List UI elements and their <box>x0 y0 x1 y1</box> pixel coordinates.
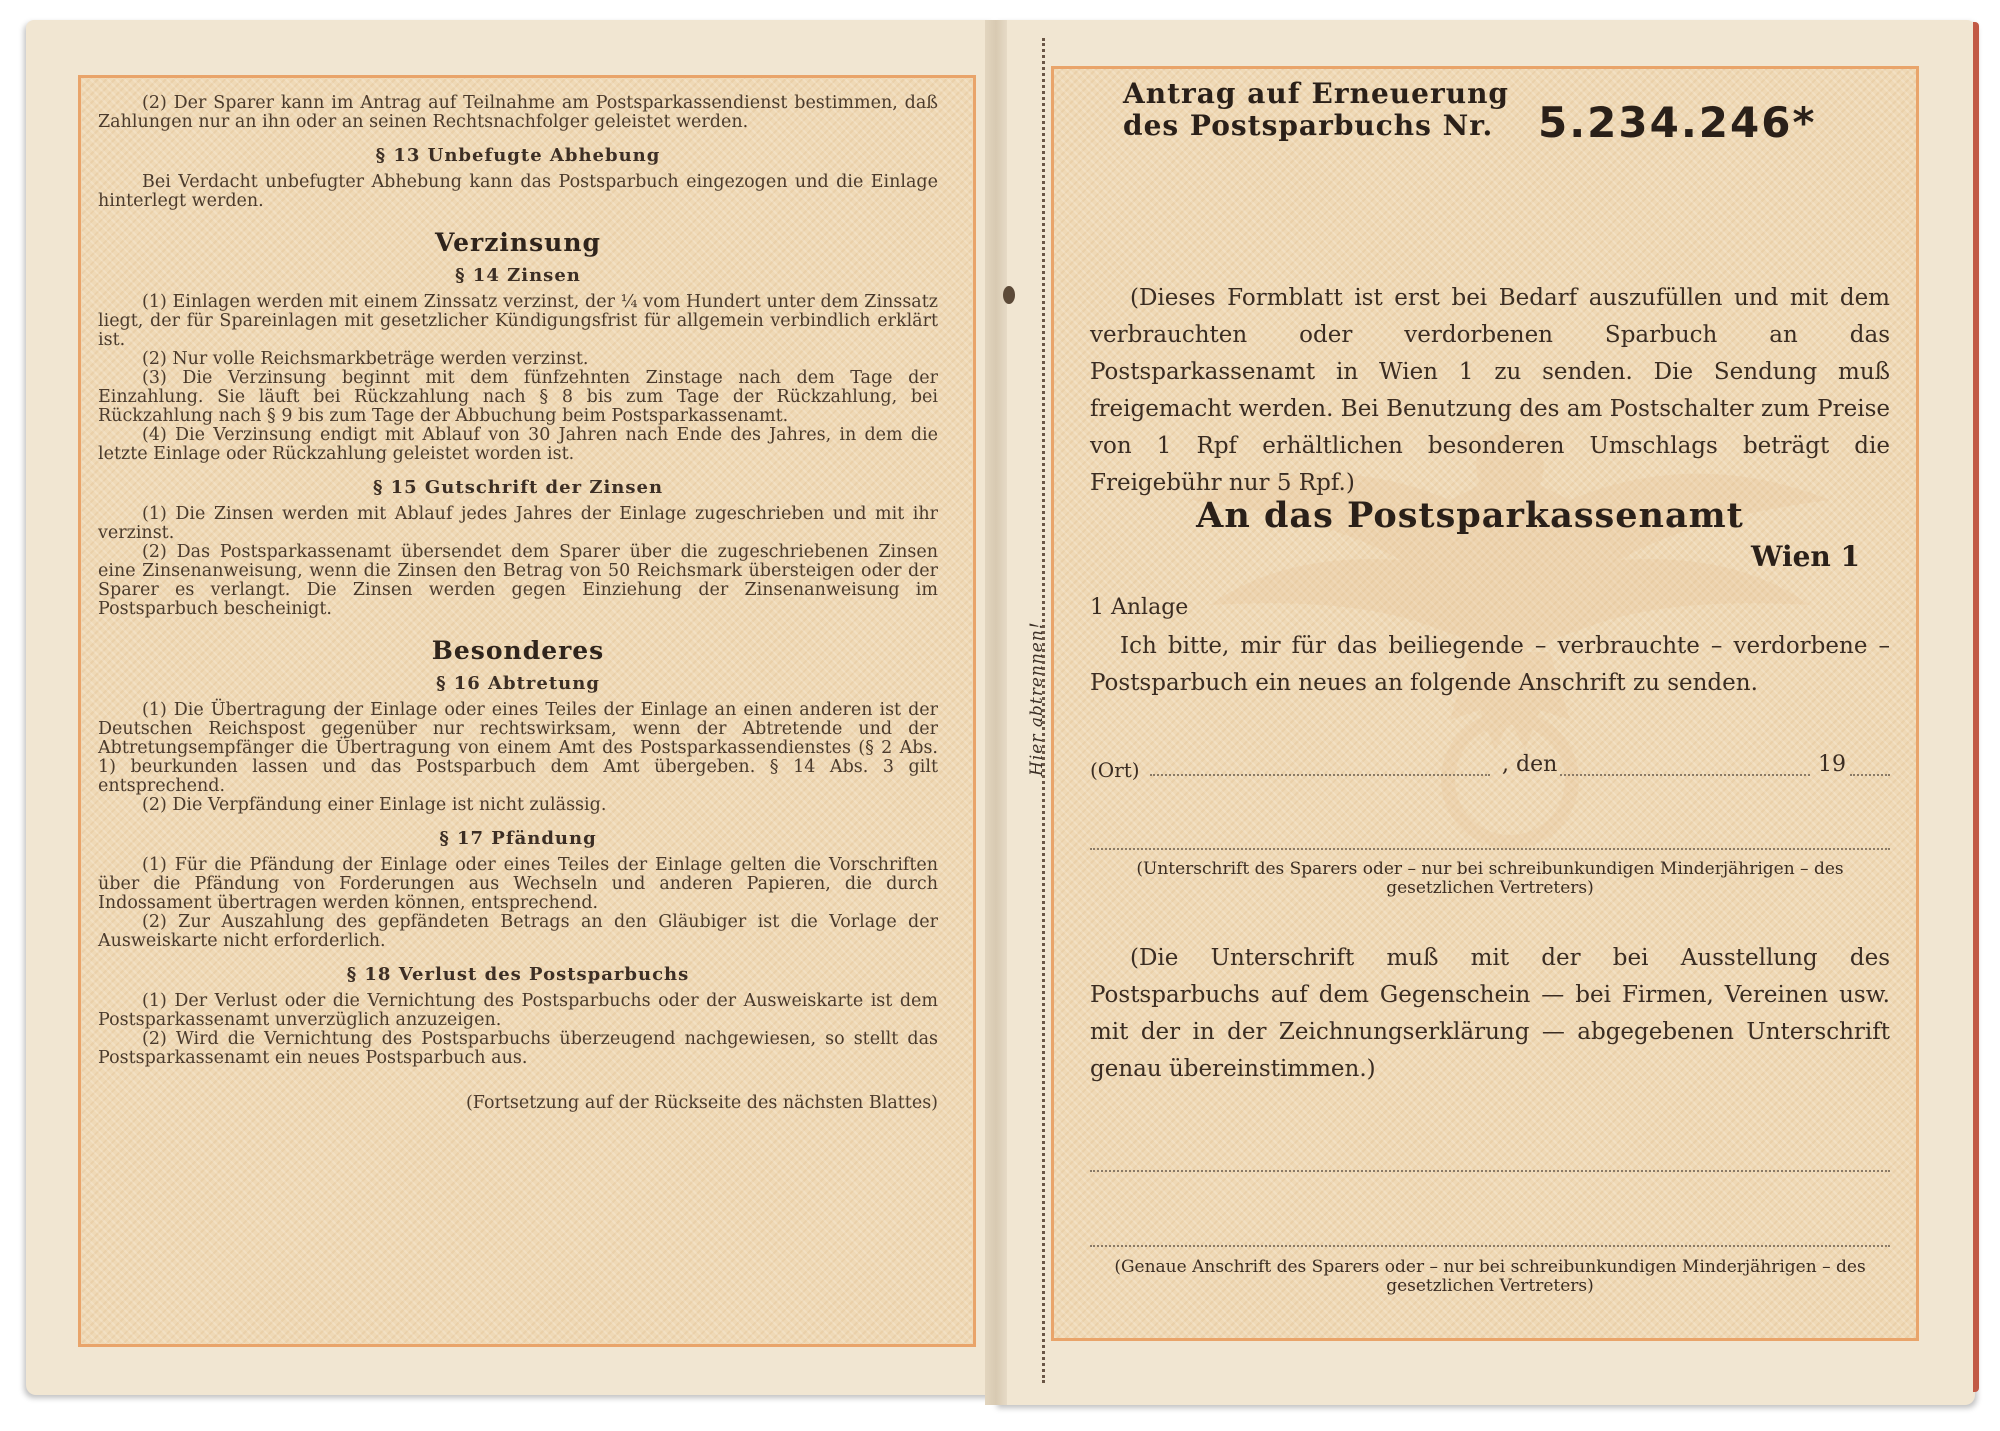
regulation-paragraph: (2) Nur volle Reichsmarkbeträge werden verzinst. <box>142 349 589 369</box>
place-date-line <box>1090 752 1890 782</box>
place-field[interactable] <box>1150 774 1490 776</box>
book-gutter <box>985 20 1007 1405</box>
year-label: 19 <box>1818 752 1846 777</box>
regulation-paragraph: (2) Wird die Vernichtung des Postsparbuchs überzeugend nachgewiesen, so stellt das Postsparkassenamt ein neues Postsparbuch aus. <box>98 1029 938 1068</box>
place-label: (Ort) <box>1090 758 1140 782</box>
paragraph-heading: § 14 Zinsen <box>455 265 581 286</box>
renewal-request-text: Ich bitte, mir für das beiliegende – verbrauchte – verdorbene – Postsparbuch ein neues an folgende Anschrift zu senden. <box>1090 633 1890 696</box>
addressee-heading: An das Postsparkassenamt <box>1196 495 1744 536</box>
book-number: 5.234.246* <box>1538 98 1817 147</box>
signature-caption: (Unterschrift des Sparers oder – nur bei schreibunkundigen Minderjährigen – des gesetzlichen Vertreters) <box>1136 859 1844 898</box>
regulation-paragraph: (1) Für die Pfändung der Einlage oder eines Teiles der Einlage gelten die Vorschriften über die Pfändung von Forderungen aus Wechseln und anderen Papieren, die durch Indossament übertragen werden können, entsprechend. <box>98 855 938 913</box>
regulations-text <box>98 94 938 1113</box>
address-field-line1[interactable] <box>1090 1170 1890 1172</box>
year-field[interactable] <box>1850 774 1890 776</box>
cover-edge <box>1973 22 1979 1392</box>
regulation-paragraph: (1) Die Zinsen werden mit Ablauf jedes Jahres der Einlage zugeschrieben und mit ihr verzinst. <box>98 504 938 543</box>
form-title-line2: des Postsparbuchs Nr. <box>1123 109 1494 142</box>
addressee-city: Wien 1 <box>1751 540 1860 573</box>
paragraph-heading: § 15 Gutschrift der Zinsen <box>372 477 664 498</box>
binding-hole <box>1003 286 1015 304</box>
regulation-paragraph: (2) Die Verpfändung einer Einlage ist nicht zulässig. <box>142 795 607 815</box>
regulation-paragraph: (2) Zur Auszahlung des gepfändeten Betrags an den Gläubiger ist die Vorlage der Ausweiskarte nicht erforderlich. <box>98 912 938 951</box>
form-title-line1: Antrag auf Erneuerung <box>1123 77 1510 110</box>
signature-note: (Die Unterschrift muß mit der bei Ausstellung des Postsparbuchs auf dem Gegenschein — bei Firmen, Vereinen usw. mit der in der Zeichnungserklärung — abgegebenen Unterschrift genau übereinstimmen.) <box>1090 945 1890 1082</box>
detach-label <box>1027 736 1047 776</box>
address-field-line2[interactable] <box>1090 1245 1890 1247</box>
address-caption: (Genaue Anschrift des Sparers oder – nur bei schreibunkundigen Minderjährigen – des gesetzlichen Vertreters) <box>1114 1257 1866 1296</box>
paragraph-heading: § 18 Verlust des Postsparbuchs <box>346 964 690 985</box>
date-field[interactable] <box>1560 774 1810 776</box>
regulation-paragraph: (1) Einlagen werden mit einem Zinssatz verzinst, der ¼ vom Hundert unter dem Zinssatz liegt, der für Spareinlagen mit gesetzlicher Kündigungsfrist für allgemein verbindlich erklärt ist. <box>98 292 938 350</box>
date-label: , den <box>1502 752 1558 777</box>
form-title <box>1123 78 1543 142</box>
regulation-paragraph: (1) Der Verlust oder die Vernichtung des Postsparbuchs oder der Ausweiskarte ist dem Postsparkassenamt unverzüglich anzuzeigen. <box>98 991 938 1030</box>
regulation-paragraph: (2) Das Postsparkassenamt übersendet dem Sparer über die zugeschriebenen Zinsen eine Zinsenanweisung, wenn die Zinsen den Betrag von 50 Reichsmark übersteigen oder der Sparer es verlangt. Die Zinsen werden gegen Einziehung der Zinsenanweisung im Postsparbuch bescheinigt. <box>98 542 938 619</box>
regulation-paragraph: Bei Verdacht unbefugter Abhebung kann das Postsparbuch eingezogen und die Einlage hinterlegt werden. <box>98 172 938 211</box>
signature-field[interactable] <box>1090 848 1890 850</box>
regulation-paragraph: (4) Die Verzinsung endigt mit Ablauf von 30 Jahren nach Ende des Jahres, in dem die letzte Einlage oder Rückzahlung geleistet worden ist. <box>98 425 938 464</box>
paragraph-heading: § 13 Unbefugte Abhebung <box>375 145 661 166</box>
form-instructions: (Dieses Formblatt ist erst bei Bedarf auszufüllen und mit dem verbrauchten oder verdorbenen Sparbuch an das Postsparkassenamt in Wien 1 zu senden. Die Sendung muß freigemacht werden. Bei Benutzung des am Postschalter zum Preise von 1 Rpf erhältlichen besonderen Umschlags beträgt die Freigebühr nur 5 Rpf.) <box>1090 285 1890 496</box>
regulation-paragraph: (3) Die Verzinsung beginnt mit dem fünfzehnten Zinstage nach dem Tage der Einzahlung. Sie läuft bei Rückzahlung nach § 8 bis zum Tage der Rückzahlung, bei Rückzahlung nach § 9 bis zum Tage der Abbuchung beim Postsparkassenamt. <box>98 368 938 426</box>
attachment-count: 1 Anlage <box>1090 595 1189 620</box>
paragraph-heading: § 17 Pfändung <box>439 828 597 849</box>
section-heading: Verzinsung <box>435 228 601 257</box>
section-heading: Besonderes <box>431 636 605 665</box>
regulation-paragraph: (1) Die Übertragung der Einlage oder eines Teiles der Einlage an einen anderen ist der Deutschen Reichspost gegenüber nur rechtswirksam, wenn der Abtretende und der Abtretungsempfänger die Übertragung von einem Amt des Postsparkassendienstes (§ 2 Abs. 1) beurkunden lassen und das Postsparbuch dem Amt übergeben. § 14 Abs. 3 gilt entsprechend. <box>98 700 938 796</box>
regulation-paragraph: (2) Der Sparer kann im Antrag auf Teilnahme am Postsparkassendienst bestimmen, daß Zahlungen nur an ihn oder an seinen Rechtsnachfolger geleistet werden. <box>98 93 938 132</box>
continuation-note: (Fortsetzung auf der Rückseite des nächsten Blattes) <box>465 1093 938 1113</box>
paragraph-heading: § 16 Abtretung <box>436 673 600 694</box>
